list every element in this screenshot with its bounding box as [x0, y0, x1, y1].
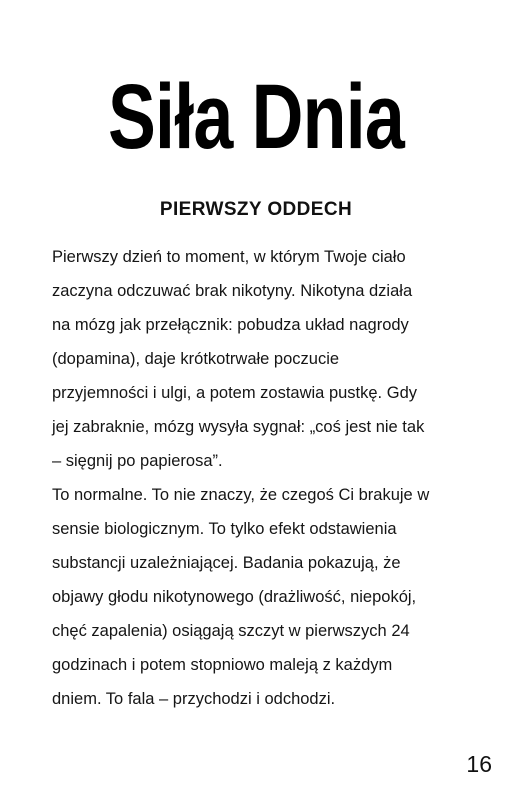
text-line: Pierwszy dzień to moment, w którym Twoje ciało — [52, 248, 406, 266]
text-line: chęć zapalenia) osiągają szczyt w pierwszych 24 — [52, 622, 410, 640]
text-line: jej zabraknie, mózg wysyła sygnał: „coś jest nie tak — [52, 418, 425, 436]
page-title: Siła Dnia — [107, 66, 405, 168]
text-line: zaczyna odczuwać brak nikotyny. Nikotyna działa — [52, 282, 413, 300]
text-line: na mózg jak przełącznik: pobudza układ nagrody — [52, 316, 409, 334]
text-line: przyjemności i ulgi, a potem zostawia pustkę. Gdy — [52, 384, 417, 402]
text-line: godzinach i potem stopniowo maleją z każdym — [52, 656, 393, 674]
text-line: sensie biologicznym. To tylko efekt odstawienia — [52, 520, 397, 538]
page-number: 16 — [466, 751, 492, 777]
text-line: objawy głodu nikotynowego (drażliwość, niepokój, — [52, 588, 417, 606]
text-line: To normalne. To nie znaczy, że czegoś Ci brakuje w — [52, 486, 430, 504]
text-line: (dopamina), daje krótkotrwałe poczucie — [52, 350, 340, 368]
text-line: substancji uzależniającej. Badania pokazują, że — [52, 554, 401, 572]
section-subtitle: PIERWSZY ODDECH — [159, 199, 353, 220]
text-line: dniem. To fala – przychodzi i odchodzi. — [52, 690, 336, 708]
body-text — [52, 240, 472, 716]
text-line: – sięgnij po papierosa”. — [52, 452, 223, 470]
